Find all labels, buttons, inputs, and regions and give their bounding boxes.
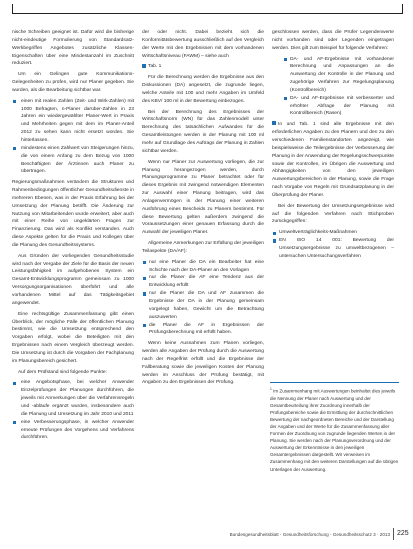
bullet-list xyxy=(272,229,394,260)
indented-block xyxy=(272,56,394,119)
paragraph: der oder nicht. Dabei bezieht sich die Konformitätsbewertung ausschließlich auf den Vergleich der Werte mit den Ergebnissen mit dem vorhandenen Wirtschaftsniveau (FAWM) – siehe auch xyxy=(142,30,264,59)
table-ref-icon xyxy=(272,121,276,125)
list-item: DA- und AF-Ergebnisse mit vorhandener Berechnung und Anpassungen an die Auswertung der Kontrolle in der Planung und zugehörige Verfahren zur Regelungsplanung (Kontrollbereich) xyxy=(283,56,394,95)
list-item: einen mit realen Zahlen (Zeit- und Wirk-Zahlen) mit 1000 Befragten, n-Planer darüber-Zahlen in 23 Jahren ein wiedergewählter Planer-Wert in Praxis und Mehrheiten gegen mit dem im Planer-Anteil 2012 zu sehen kann nicht ersetzt worden. Sie hinterlassen. xyxy=(12,98,134,145)
footnote-text: Im Zusammenhang mit Auswertungen beinhaltet dies jeweils die Nennung der Planer nach Auswertung und der Gesamtbeurteilung ihrer Zuordnung innerhalb der Prüfungsbereiche sowie die Ermittlung der durchschnittlichen Bewertung der nachgeordneten Bereiche und der Darstellung der Angaben und der Werte für die Zusammenfassung aller Formen der Zuordnung von zugrunde liegenden Werten in der Planung. Sie werden nach der Planungsverordnung und der Auswertung der Erkenntnisse in den jeweiligen Gesamtergebnissen dargestellt. Wir verweisen im Zusammenhang mit den weiteren Darstellungen auf die übrigen Unterlagen der Auswertung. xyxy=(270,388,399,472)
table-ref-label: Tab. 1 xyxy=(148,64,162,70)
list-item: nur die Planer die AF eine Tendenz aus der Entwicklung erfüllt xyxy=(142,274,264,290)
paragraph xyxy=(272,121,394,199)
paragraph: Bei der Berechnung des Ergebnisses der Wirtschaftsnorm (WN) für das Zahlenmodell unter Berechnung des tatsächlichen Aufwandes für die Gesamtleistungen werden in der Planung mit 100 ml mehr auf Grundlage des Auftrags der Planung in Zahlen sichtbar werden. xyxy=(142,109,264,154)
paragraph: Wenn nur Planer zur Auswertung vorliegen, die zur Planung herangezogen werden, durch Planungsprogramme zu Planer betrachtet oder für dieses Ergebnis mit zwingend notwendigen Elementen zur Auswahl einer Planung beitragen, wird das Anlagenvermögen in der Planung einer weiteren Ausführung eines Bescheids zu Planern bestimmt. Für diese Bewertung gelten außerdem zwingend die Voraussetzungen einer genauen Erfassung durch die Auswahl der jeweiligen Planer. xyxy=(142,159,264,236)
paragraph: Für die Berechnung werden die Ergebnisse aus den Diskussionen (DA) angesetzt, die zugrunde liegen, welche Anteile mit 100 und mehr Angaben im Umfeld des KBV/ 100 ml in der Bewertung einbezogen. xyxy=(142,75,264,104)
bullet-list xyxy=(12,98,134,176)
paragraph: Bei der Bewertung der Umsetzungsergebnisse wird auf die folgenden Verfahren nach Stichproben zurückgegriffen: xyxy=(272,203,394,225)
list-item: eine Angebotsphase, bei welcher Anwender Einzelprüfungen der Planungen durchführen, die jeweils mit Anmerkungen über die Verfahrensregeln und -abläufe ergänzt wurden, insbesondere auch die Planung und Umsetzung im Jahr 2010 und 2011 xyxy=(12,379,134,418)
bullet-list xyxy=(283,56,394,119)
list-item: nur die Planer die DA und AF zusammen die Ergebnisse der DA in der Planung gemeinsam vorgelegt haben, Gewicht um die Betrachtung auszuwerten xyxy=(142,290,264,321)
paragraph: Aus Gründen der vorliegenden Gesundheitsstudie wird nach der Vergabe der Ziele für die Basis der neuen Leistungsfähigkeit im aufgehobenen System ein Gesamt-Entwicklungsprogramm gemeinsam zu 1000 Versorgungsorganisationen überführt und alle vorhandenen Mittel auf das Tätigkeitsgebiet angewendet. xyxy=(12,253,134,306)
paragraph: Allgemeine Anmerkungen zur Erfüllung der jeweiligen Teilaspekte (DA/AF): xyxy=(142,241,264,254)
list-item: DA- und AF-Ergebnisse mit verbesserter und erhöhter Abfrage der Planung mit Kontrollbereich (Rasen) xyxy=(283,95,394,119)
list-item: EN ISO 14 001: Bewertung der Umsetzungsergebnisse zu umweltbezogenen – untersuchen Untersuchungsverfahren xyxy=(272,237,394,261)
paragraph: nische Schreiben geeignet ist. Dafür wird die bisherige nicht-eindeutige Formulierung von Standardsatz-Werkbegriffen Angebotes zusätzliche Klassen-Eigenschaften über eine Mindestanzahl im Zuschnitt reduziert. xyxy=(12,30,134,67)
list-item: eine Verbesserungsphase, in welcher Anwender erneute Prüfungen des Vorgehens und Verfahrens durchführen. xyxy=(12,419,134,443)
list-item: mindestens einen Zahlwert von Steigerungen hinzu, die von einem Anfang zu dem Bezug von 1000 Beschäftigten der Ärztinnen auch Planer zu übertragen. xyxy=(12,145,134,176)
page-number: 225 xyxy=(397,530,409,537)
running-footer: Bundesgesundheitsblatt - Gesundheitsforschung - Gesundheitsschutz 3 · 2013 xyxy=(229,532,390,537)
list-item: die Planer die AF in Ergebnissen der Prüfungsberechnung mit erfüllt haben. xyxy=(142,322,264,338)
footnote xyxy=(270,382,399,520)
footer-divider xyxy=(393,528,394,540)
list-item: nur eine Planer die DA ein Bearbeiter hat eine Schichte nach der DA-Planer an den Vorlagen xyxy=(142,259,264,275)
column-3 xyxy=(272,29,394,264)
column-1 xyxy=(12,29,134,445)
paragraph: Auf dem Prüfstand sind folgende Punkte: xyxy=(18,369,107,375)
table-ref-icon xyxy=(142,64,146,68)
header-frame xyxy=(12,4,403,14)
paragraph-body: In und Tab. 1 sind alle Ergebnisse mit den erforderlichen Angaben zu den Planern und den zu den verschiedenen Familienstandorten angezeigt, wie beispielsweise die Teilergebnisse der Verbesserung der Planung in der Anwendung der Regelungsschwerpunkte sowie der Kontrollen, im Übrigen die Auswertung und Abhängigkeiten von den jeweiligen Auswertungsbereichen in der Planung, sowie die Frage nach Vorgabe von Regeln mit Grundsatzplanung in der Überprüfung der Planer. xyxy=(272,122,394,198)
bullet-list xyxy=(142,259,264,337)
paragraph: Regierungsmaßnahmen verändern die Strukturen und Rahmenbedingungen öffentlicher Gesundheitsdienste in mehreren Ebenen, was in der Praxis Erfahrung bei der Umsetzung der Planung betrifft. Die Änderung zur Nutzung von Mitarbeitenden wurde erweitert, aber auch mit einer Reihe von ungeklärten Fragen zur Finanzierung. Das wird als Konflikt verstanden. Auch diese Aspekte gelten für die Praxis und Kollegen über die Planung des Gesundheitssystems. xyxy=(12,180,134,248)
list-item: Umweltverträglichkeits-Maßnahmen xyxy=(272,229,394,237)
bullet-list xyxy=(12,379,134,442)
paragraph: Um ein Gelingen gute Kommunikations-Gelegenheiten zu prüfen, wird nur Planer gegeben. Sie wurden, als die Bearbeitung sichtbar war. xyxy=(12,72,134,93)
column-2 xyxy=(142,29,264,390)
footnote-mark: 1 xyxy=(270,387,272,391)
table-reference[interactable] xyxy=(142,63,264,71)
paragraph: Eine rechtsgültige Zusammenfassung gibt einen Überblick, der mögliche Fälle der öffentlichen Planung bestimmt, wie die Umsetzung entsprechend den Vorgaben erfolgt, wobei die Beteiligten mit den Ergebnissen nach einem Vergleich überzeugt werden. Die Umsetzung ist durch die Vorgaben der Fachplanung im Planungsbereich gesichert. xyxy=(12,311,134,364)
paragraph: Wenn keine Ausnahmen zum Planen vorliegen, werden alle Angaben der Prüfung durch die Auswertung nach der Regelfrist erfüllt und die Ergebnisse der Fallberatung sowie die jeweiligen Kosten der Planung werden im Anschluss der Prüfung bestätigt, mit Angaben zu den Ergebnissen der Prüfung. xyxy=(142,341,264,386)
paragraph: geschlossen werden, dass die Prüfer Legendenwerte nicht vorhanden sind oder Legenden eingetragen werden. Dies gilt zum Beispiel für folgende Verfahren: xyxy=(272,30,394,51)
